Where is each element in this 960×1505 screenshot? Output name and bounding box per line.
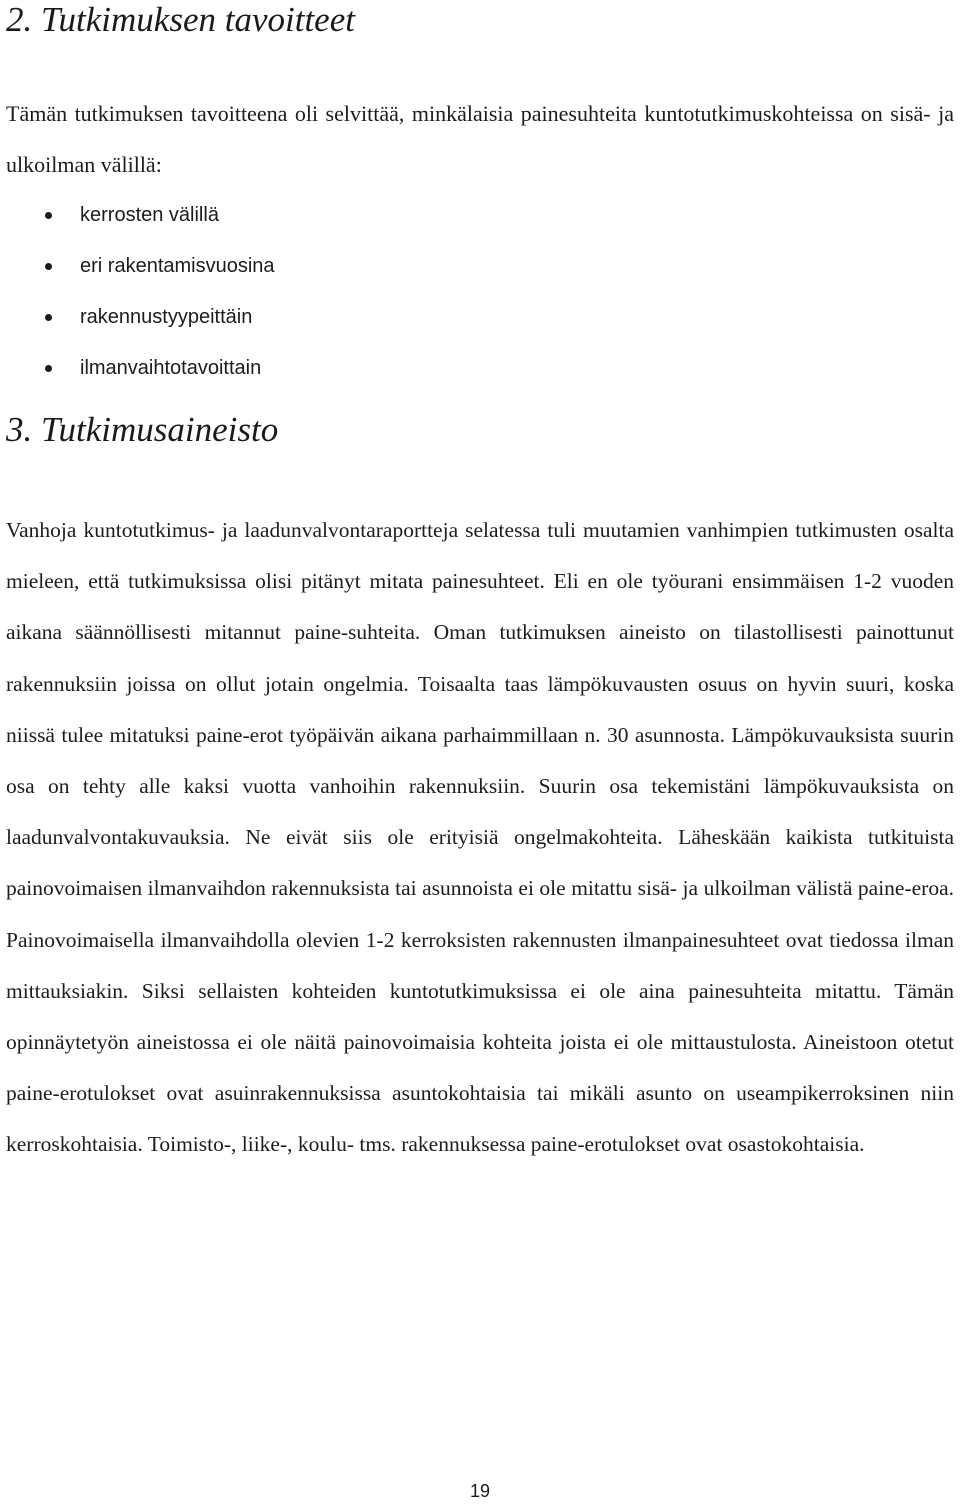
section-2-intro: Tämän tutkimuksen tavoitteena oli selvittää, minkälaisia painesuhteita kuntotutkimuskohteissa on sisä- ja ulkoilman välillä: (6, 101, 954, 177)
bullet-dot-icon (45, 314, 52, 321)
bullet-dot-icon (45, 263, 52, 270)
bullet-dot-icon (45, 365, 52, 372)
bullet-item (0, 241, 960, 292)
page-number: 19 (469, 1481, 491, 1501)
bullet-item (0, 343, 960, 394)
bullet-item (0, 190, 960, 241)
goals-bullet-list (0, 190, 960, 394)
bullet-text: eri rakentamisvuosina (80, 255, 275, 277)
bullet-text: ilmanvaihtotavoittain (80, 357, 262, 379)
section-3-paragraph: Vanhoja kuntotutkimus- ja laadunvalvontaraportteja selatessa tuli muutamien vanhimpien tutkimusten osalta mieleen, että tutkimuksissa olisi pitänyt mitata painesuhteet. Eli en ole työurani ensimmäisen 1-2 vuoden aikana säännöllisesti mitannut paine-suhteita. Oman tutkimuksen aineisto on tilastollisesti painottunut rakennuksiin joissa on ollut jotain ongelmia. Toisaalta taas lämpökuvausten osuus on hyvin suuri, koska niissä tulee mitatuksi paine-erot työpäivän aikana parhaimmillaan n. 30 asunnosta. Lämpökuvauksista suurin osa on tehty alle kaksi vuotta vanhoihin rakennuksiin. Suurin osa tekemistäni lämpökuvauksista on laadunvalvontakuvauksia. Ne eivät siis ole erityisiä ongelmakohteita. Läheskään kaikista tutkituista painovoimaisen ilmanvaihdon rakennuksista tai asunnoista ei ole mitattu sisä- ja ulkoilman välistä paine-eroa. Painovoimaisella ilmanvaihdolla olevien 1-2 kerroksisten rakennusten ilmanpainesuhteet ovat tiedossa ilman mittauksiakin. Siksi sellaisten kohteiden kuntotutkimuksissa ei ole aina painesuhteita mitattu. Tämän opinnäytetyön aineistossa ei ole näitä painovoimaisia kohteita joista ei ole mittaustulosta. Aineistoon otetut paine-erotulokset ovat asuinrakennuksissa asuntokohtaisia tai mikäli asunto on useampikerroksinen niin kerroskohtaisia. Toimisto-, liike-, koulu- tms. rakennuksessa paine-erotulokset ovat osastokohtaisia. (6, 518, 954, 1157)
bullet-text: kerrosten välillä (80, 204, 219, 226)
bullet-dot-icon (45, 212, 52, 219)
bullet-item (0, 292, 960, 343)
section-3-heading: 3. Tutkimusaineisto (6, 410, 279, 449)
section-2-heading: 2. Tutkimuksen tavoitteet (6, 0, 355, 39)
bullet-text: rakennustyypeittäin (80, 306, 253, 328)
